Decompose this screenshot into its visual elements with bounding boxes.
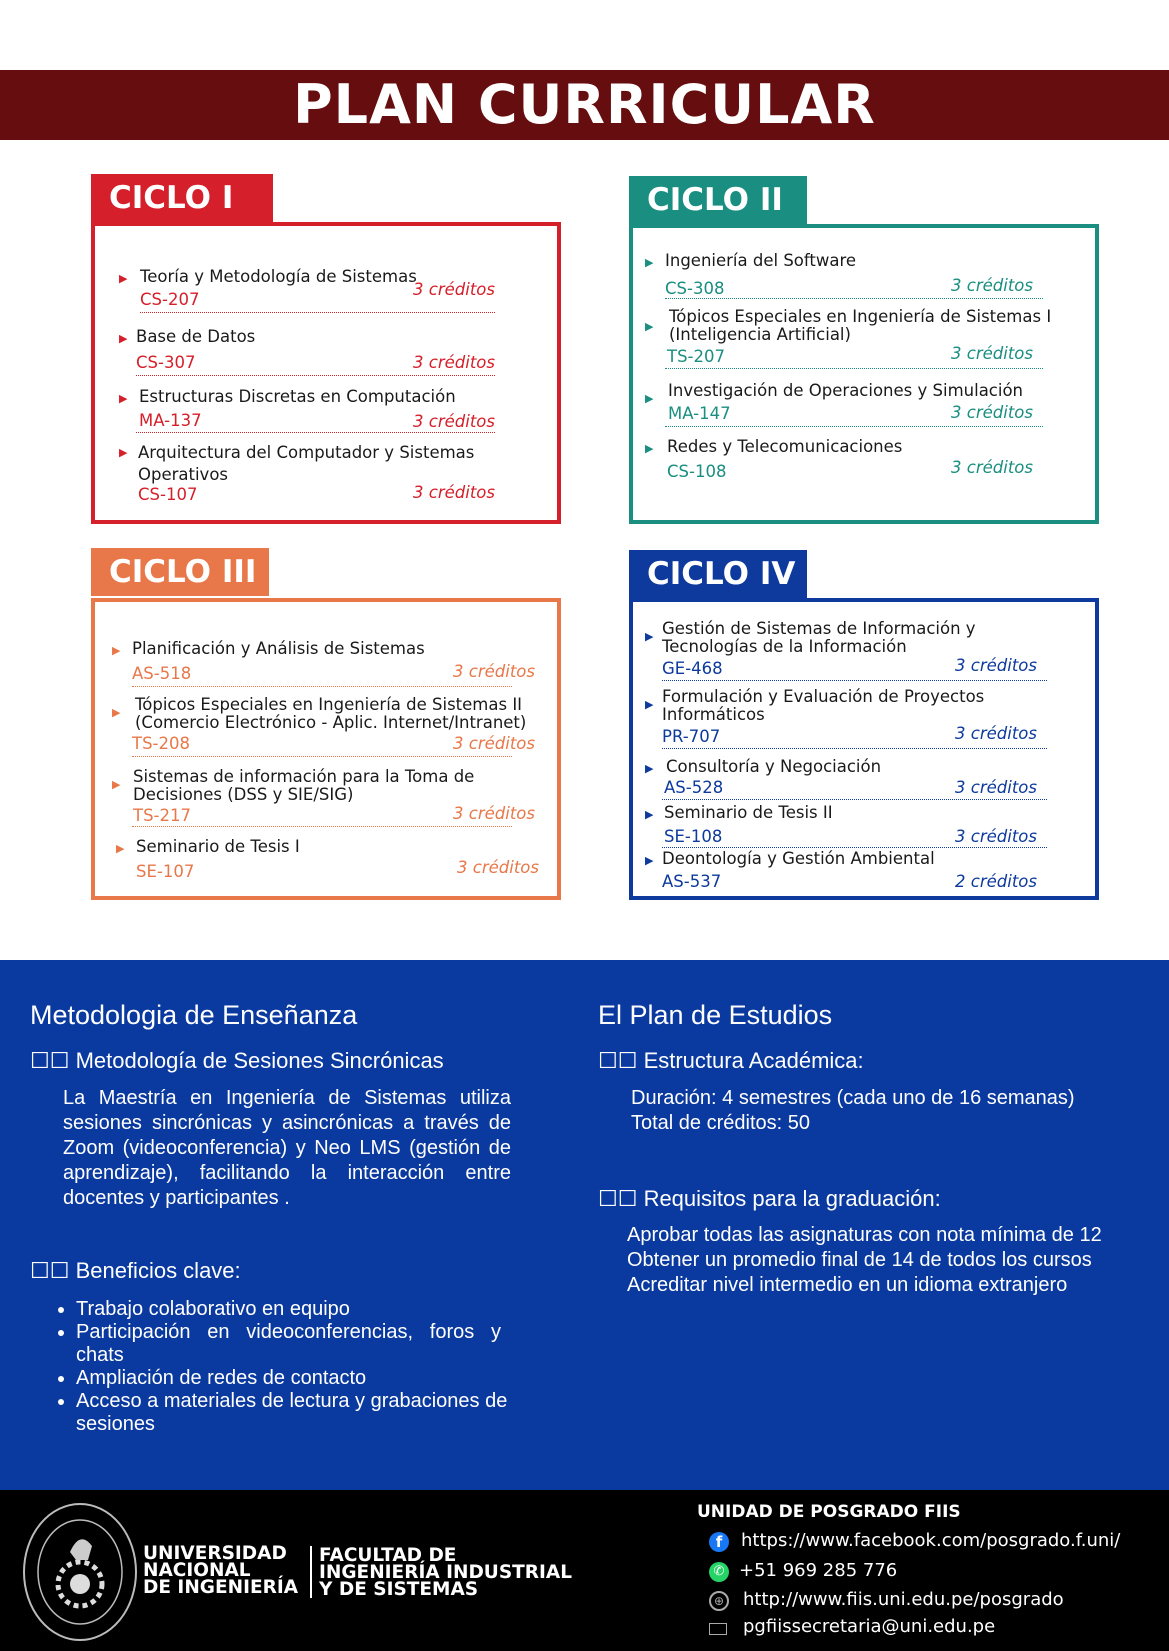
- course-name: Gestión de Sistemas de Información y Tecnologías de la Información: [662, 619, 976, 656]
- course-name: Deontología y Gestión Ambiental: [662, 849, 935, 868]
- faculty-name: [319, 1547, 572, 1598]
- faculty-line: INGENIERÍA INDUSTRIAL: [319, 1562, 573, 1583]
- website-link[interactable]: http://www.fiis.uni.edu.pe/posgrado: [743, 1589, 1064, 1610]
- ciclo-4-card: [629, 550, 1099, 900]
- course-credits: 3 créditos: [951, 403, 1033, 422]
- university-seal-logo: [22, 1502, 138, 1642]
- course-name: Tópicos Especiales en Ingeniería de Sistemas II (Comercio Electrónico - Aplic. Internet/Intranet): [135, 695, 527, 732]
- course-name: Estructuras Discretas en Computación: [139, 387, 456, 406]
- ciclo-2-tab: CICLO II: [629, 176, 807, 224]
- divider: [665, 298, 1043, 299]
- course-name: Sistemas de información para la Toma de Decisiones (DSS y SIE/SIG): [133, 767, 475, 804]
- email-link[interactable]: pgfiissecretaria@uni.edu.pe: [743, 1616, 996, 1637]
- course-name: Consultoría y Negociación: [666, 757, 882, 776]
- divider: [662, 799, 1047, 800]
- course-credits: 3 créditos: [951, 276, 1033, 295]
- bullet-arrow-icon: ▶: [119, 332, 128, 345]
- course-credits: 3 créditos: [453, 662, 535, 681]
- course-code: TS-208: [132, 734, 190, 753]
- requisitos-label: Requisitos para la graduación:: [643, 1186, 941, 1211]
- divider: [665, 368, 1043, 369]
- beneficios-label: Beneficios clave:: [75, 1258, 241, 1283]
- course-code: MA-137: [139, 411, 202, 430]
- ciclo-3-card: [91, 548, 561, 900]
- course-credits: 3 créditos: [955, 656, 1037, 675]
- course-code: AS-518: [132, 664, 192, 683]
- university-line: UNIVERSIDAD: [143, 1543, 287, 1564]
- bullet-arrow-icon: ▶: [645, 320, 654, 333]
- footer: [0, 1490, 1169, 1651]
- university-name: [143, 1545, 298, 1596]
- divider: [140, 312, 495, 313]
- bullet-arrow-icon: ▶: [112, 644, 121, 657]
- bullet-arrow-icon: ▶: [119, 272, 128, 285]
- checkbox-icon: ☐☐: [598, 1048, 644, 1073]
- facebook-icon: f: [709, 1532, 729, 1552]
- divider: [662, 847, 1047, 848]
- course-name: Seminario de Tesis I: [136, 837, 300, 856]
- course-code: SE-108: [664, 827, 723, 846]
- bullet-arrow-icon: ▶: [645, 442, 654, 455]
- globe-icon: ⊕: [709, 1591, 729, 1611]
- course-credits: 3 créditos: [457, 858, 539, 877]
- info-panel: [0, 960, 1169, 1490]
- plan-sub1: [598, 1048, 864, 1074]
- course-code: TS-207: [667, 347, 725, 366]
- course-code: CS-107: [138, 485, 198, 504]
- bullet-arrow-icon: ▶: [112, 778, 121, 791]
- list-item: • Ampliación de redes de contacto: [76, 1367, 556, 1390]
- plan-title: El Plan de Estudios: [598, 1000, 833, 1030]
- list-item: • Acceso a materiales de lectura y grabaciones de sesiones: [76, 1390, 516, 1436]
- course-credits: 3 créditos: [453, 804, 535, 823]
- course-code: CS-308: [665, 279, 725, 298]
- whatsapp-icon: ✆: [709, 1562, 729, 1582]
- course-name: Arquitectura del Computador y Sistemas Operativos: [138, 443, 475, 484]
- course-credits: 3 créditos: [951, 458, 1033, 477]
- metodologia-sub1-label: Metodología de Sesiones Sincrónicas: [75, 1048, 444, 1073]
- list-item: • Participación en videoconferencias, foros y chats: [76, 1321, 501, 1367]
- divider: [662, 680, 1047, 681]
- course-code: PR-707: [662, 727, 721, 746]
- course-code: SE-107: [136, 862, 195, 881]
- requisitos-heading: [598, 1186, 941, 1212]
- course-code: CS-108: [667, 462, 727, 481]
- list-item: • Trabajo colaborativo en equipo: [76, 1298, 556, 1321]
- ciclo-4-tab: CICLO IV: [629, 550, 807, 598]
- ciclo-2-card: [629, 176, 1099, 524]
- footer-divider: [310, 1546, 312, 1598]
- course-name: Tópicos Especiales en Ingeniería de Sistemas I (Inteligencia Artificial): [669, 307, 1052, 344]
- course-name: Ingeniería del Software: [665, 251, 857, 270]
- unit-title: UNIDAD DE POSGRADO FIIS: [697, 1502, 961, 1522]
- course-credits: 3 créditos: [413, 412, 495, 431]
- bullet-arrow-icon: ▶: [645, 392, 654, 405]
- ciclo-1-tab: CICLO I: [91, 174, 273, 222]
- bullet-arrow-icon: ▶: [645, 698, 654, 711]
- metodologia-paragraph: La Maestría en Ingeniería de Sistemas utiliza sesiones sincrónicas y asincrónicas a través de Zoom (videoconferencia) y Neo LMS (gestión de aprendizaje), facilitando la interacción entre docentes y participantes .: [63, 1087, 511, 1209]
- requirement-3: Acreditar nivel intermedio en un idioma extranjero: [627, 1274, 1068, 1296]
- checkbox-icon: ☐☐: [30, 1258, 76, 1283]
- bullet-arrow-icon: ▶: [112, 706, 121, 719]
- course-credits: 3 créditos: [955, 778, 1037, 797]
- checkbox-icon: ☐☐: [30, 1048, 76, 1073]
- divider: [132, 826, 512, 827]
- university-line: DE INGENIERÍA: [143, 1577, 299, 1598]
- plan-sub1-label: Estructura Académica:: [643, 1048, 864, 1073]
- course-name: Redes y Telecomunicaciones: [667, 437, 903, 456]
- bullet-arrow-icon: ▶: [645, 630, 654, 643]
- bullet-arrow-icon: ▶: [119, 392, 128, 405]
- course-code: CS-207: [140, 290, 200, 309]
- bullet-arrow-icon: ▶: [645, 808, 654, 821]
- course-credits: 3 créditos: [413, 353, 495, 372]
- course-code: GE-468: [662, 659, 723, 678]
- course-name: Seminario de Tesis II: [664, 803, 833, 822]
- email-icon: [709, 1623, 727, 1635]
- course-credits: 3 créditos: [453, 734, 535, 753]
- divider: [665, 426, 1043, 427]
- faculty-line: FACULTAD DE: [319, 1545, 457, 1566]
- course-name: Investigación de Operaciones y Simulación: [668, 381, 1024, 400]
- faculty-line: Y DE SISTEMAS: [319, 1579, 479, 1600]
- phone-link[interactable]: +51 969 285 776: [739, 1560, 898, 1581]
- course-name: Teoría y Metodología de Sistemas: [140, 267, 417, 286]
- course-credits: 3 créditos: [955, 827, 1037, 846]
- plan-duration: Duración: 4 semestres (cada uno de 16 semanas): [631, 1087, 1075, 1109]
- course-name: Base de Datos: [136, 327, 256, 346]
- metodologia-sub1: [30, 1048, 444, 1074]
- plan-total: Total de créditos: 50: [631, 1112, 810, 1134]
- course-credits: 3 créditos: [951, 344, 1033, 363]
- course-credits: 3 créditos: [413, 483, 495, 502]
- beneficios-heading: [30, 1258, 241, 1284]
- university-line: NACIONAL: [143, 1560, 251, 1581]
- bullet-arrow-icon: ▶: [119, 446, 128, 459]
- divider: [662, 748, 1047, 749]
- benefits-list: [50, 1298, 556, 1436]
- course-name: Planificación y Análisis de Sistemas: [132, 639, 425, 658]
- ciclo-3-tab: CICLO III: [91, 548, 269, 596]
- course-name: Formulación y Evaluación de Proyectos Informáticos: [662, 687, 985, 724]
- bullet-arrow-icon: ▶: [116, 842, 125, 855]
- metodologia-title: Metodologia de Enseñanza: [30, 1000, 358, 1030]
- bullet-arrow-icon: ▶: [645, 854, 654, 867]
- course-code: TS-217: [133, 806, 191, 825]
- bullet-arrow-icon: ▶: [645, 762, 654, 775]
- course-code: AS-528: [664, 778, 724, 797]
- bullet-arrow-icon: ▶: [645, 256, 654, 269]
- page-title: PLAN CURRICULAR: [293, 73, 876, 136]
- course-credits: 3 créditos: [413, 280, 495, 299]
- course-code: CS-307: [136, 353, 196, 372]
- course-code: AS-537: [662, 872, 722, 891]
- facebook-link[interactable]: https://www.facebook.com/posgrado.f.uni/: [741, 1530, 1121, 1551]
- requirement-2: Obtener un promedio final de 14 de todos los cursos: [627, 1249, 1092, 1271]
- course-code: MA-147: [668, 404, 731, 423]
- requirement-1: Aprobar todas las asignaturas con nota mínima de 12: [627, 1224, 1102, 1246]
- divider: [132, 756, 512, 757]
- divider: [136, 432, 495, 433]
- course-credits: 3 créditos: [955, 724, 1037, 743]
- divider: [136, 375, 495, 376]
- course-credits: 2 créditos: [955, 872, 1037, 891]
- ciclo-1-card: [91, 174, 561, 524]
- divider: [132, 686, 512, 687]
- checkbox-icon: ☐☐: [598, 1186, 644, 1211]
